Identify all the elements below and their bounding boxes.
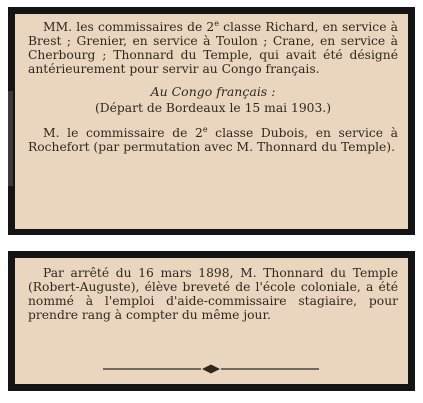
ornament-divider [103,364,319,374]
clipping-paper [15,14,408,229]
newspaper-clipping-top [8,7,415,235]
departure-line: (Départ de Bordeaux le 15 mai 1903.) [95,101,331,116]
newspaper-clipping-bottom [8,251,415,391]
paragraph-commissaires: MM. les commissaires de 2e classe Richard, en service à Brest ; Grenier, en service à Toulon ; Crane, en service à Cherbourg ; Thonnard du Temple, qui avait été désigné antérieurement pour servir au Congo français. [28,18,398,77]
clipping-paper [15,258,408,384]
section-heading: Au Congo français : [150,84,276,100]
clipping-edge-mark [8,91,13,186]
paragraph-arrete: Par arrêté du 16 mars 1898, M. Thonnard du Temple (Robert-Auguste), élève breveté de l'école coloniale, a été nommé à l'emploi d'aide-commissaire stagiaire, pour prendre rang à compter du même jour. [28,266,398,323]
paragraph-dubois: M. le commissaire de 2e classe Dubois, en service à Rochefort (par permutation avec M. Thonnard du Temple). [28,125,399,155]
